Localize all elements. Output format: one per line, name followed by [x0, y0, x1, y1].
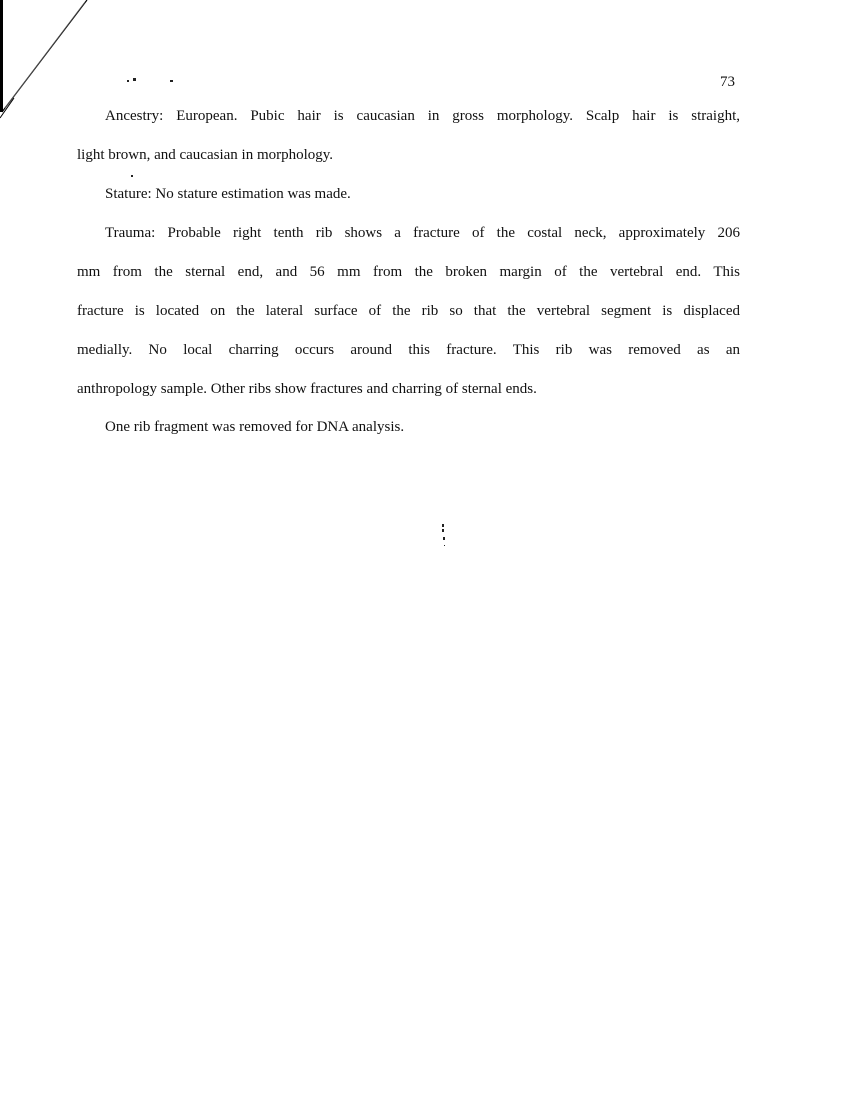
trauma-line: mm from the sternal end, and 56 mm from the broken margin of the vertebral end. This [77, 264, 740, 280]
scan-speck [442, 524, 444, 527]
scan-speck [133, 78, 136, 81]
trauma-line: Trauma: Probable right tenth rib shows a fracture of the costal neck, approximately 206 [105, 225, 740, 241]
trauma-line: medially. No local charring occurs around this fracture. This rib was removed as an [77, 342, 740, 358]
trauma-line: anthropology sample. Other ribs show fractures and charring of sternal ends. [77, 381, 537, 397]
scan-speck [444, 545, 445, 546]
ancestry-line: light brown, and caucasian in morphology. [77, 147, 334, 163]
scan-speck [443, 537, 445, 540]
scan-speck [131, 175, 133, 177]
corner-line-icon [0, 0, 100, 130]
scan-speck [127, 80, 129, 82]
ancestry-line: Ancestry: European. Pubic hair is caucasian in gross morphology. Scalp hair is straight, [105, 108, 740, 124]
stature-line: Stature: No stature estimation was made. [105, 186, 351, 202]
dna-line: One rib fragment was removed for DNA analysis. [105, 419, 405, 435]
scan-speck [170, 80, 173, 82]
trauma-line: fracture is located on the lateral surface of the rib so that the vertebral segment is displaced [77, 303, 740, 319]
scan-speck [442, 529, 444, 532]
page-number: 73 [720, 74, 735, 90]
